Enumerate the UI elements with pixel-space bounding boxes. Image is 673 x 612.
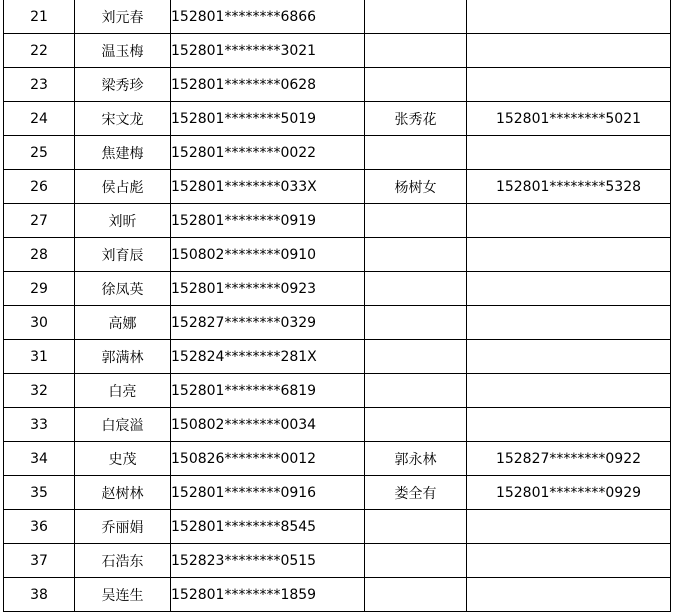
second-id-number-cell <box>467 68 671 102</box>
id-number-cell: 152801********0022 <box>171 136 365 170</box>
table-row <box>4 204 671 238</box>
id-number-cell: 152824********281X <box>171 340 365 374</box>
table-row <box>4 34 671 68</box>
second-name-cell <box>365 578 467 612</box>
table-row <box>4 272 671 306</box>
name-cell: 乔丽娟 <box>75 510 171 544</box>
second-name-cell <box>365 204 467 238</box>
table-row <box>4 340 671 374</box>
name-cell: 刘元春 <box>75 0 171 34</box>
second-name-cell <box>365 374 467 408</box>
table-row <box>4 102 671 136</box>
table-row <box>4 170 671 204</box>
second-id-number-cell <box>467 34 671 68</box>
table-row <box>4 578 671 612</box>
second-id-number-cell: 152801********0929 <box>467 476 671 510</box>
id-number-cell: 152801********1859 <box>171 578 365 612</box>
row-number-cell: 24 <box>4 102 75 136</box>
row-number-cell: 25 <box>4 136 75 170</box>
id-number-cell: 152823********0515 <box>171 544 365 578</box>
second-id-number-cell <box>467 408 671 442</box>
second-name-cell <box>365 0 467 34</box>
name-cell: 温玉梅 <box>75 34 171 68</box>
row-number-cell: 33 <box>4 408 75 442</box>
row-number-cell: 28 <box>4 238 75 272</box>
name-cell: 石浩东 <box>75 544 171 578</box>
name-cell: 侯占彪 <box>75 170 171 204</box>
name-cell: 高娜 <box>75 306 171 340</box>
second-id-number-cell <box>467 340 671 374</box>
second-id-number-cell <box>467 272 671 306</box>
row-number-cell: 29 <box>4 272 75 306</box>
name-cell: 郭满林 <box>75 340 171 374</box>
row-number-cell: 26 <box>4 170 75 204</box>
second-id-number-cell <box>467 0 671 34</box>
name-cell: 赵树林 <box>75 476 171 510</box>
second-id-number-cell <box>467 544 671 578</box>
second-name-cell <box>365 408 467 442</box>
table-row <box>4 136 671 170</box>
second-id-number-cell: 152801********5021 <box>467 102 671 136</box>
second-name-cell <box>365 136 467 170</box>
second-id-number-cell <box>467 374 671 408</box>
table-row <box>4 68 671 102</box>
id-number-cell: 150802********0910 <box>171 238 365 272</box>
row-number-cell: 21 <box>4 0 75 34</box>
row-number-cell: 27 <box>4 204 75 238</box>
row-number-cell: 22 <box>4 34 75 68</box>
second-name-cell <box>365 238 467 272</box>
id-number-cell: 152801********3021 <box>171 34 365 68</box>
second-name-cell <box>365 34 467 68</box>
name-cell: 焦建梅 <box>75 136 171 170</box>
id-number-cell: 152801********0916 <box>171 476 365 510</box>
second-name-cell: 郭永林 <box>365 442 467 476</box>
second-name-cell <box>365 340 467 374</box>
roster-table <box>3 0 671 612</box>
second-id-number-cell <box>467 510 671 544</box>
name-cell: 刘育辰 <box>75 238 171 272</box>
name-cell: 徐凤英 <box>75 272 171 306</box>
table-row <box>4 0 671 34</box>
name-cell: 梁秀珍 <box>75 68 171 102</box>
id-number-cell: 152801********5019 <box>171 102 365 136</box>
name-cell: 宋文龙 <box>75 102 171 136</box>
second-id-number-cell: 152827********0922 <box>467 442 671 476</box>
table-row <box>4 544 671 578</box>
row-number-cell: 32 <box>4 374 75 408</box>
second-name-cell: 张秀花 <box>365 102 467 136</box>
second-name-cell <box>365 544 467 578</box>
second-id-number-cell <box>467 204 671 238</box>
id-number-cell: 152801********8545 <box>171 510 365 544</box>
table-row <box>4 374 671 408</box>
row-number-cell: 36 <box>4 510 75 544</box>
row-number-cell: 35 <box>4 476 75 510</box>
table-row <box>4 476 671 510</box>
name-cell: 史茂 <box>75 442 171 476</box>
name-cell: 吴连生 <box>75 578 171 612</box>
id-number-cell: 152827********0329 <box>171 306 365 340</box>
id-number-cell: 152801********0628 <box>171 68 365 102</box>
table-row <box>4 306 671 340</box>
id-number-cell: 152801********0919 <box>171 204 365 238</box>
id-number-cell: 152801********6819 <box>171 374 365 408</box>
table-row <box>4 510 671 544</box>
second-name-cell <box>365 68 467 102</box>
table-row <box>4 442 671 476</box>
second-id-number-cell <box>467 136 671 170</box>
second-name-cell <box>365 306 467 340</box>
id-number-cell: 150802********0034 <box>171 408 365 442</box>
row-number-cell: 23 <box>4 68 75 102</box>
second-name-cell <box>365 272 467 306</box>
second-id-number-cell <box>467 238 671 272</box>
name-cell: 白亮 <box>75 374 171 408</box>
second-name-cell: 娄全有 <box>365 476 467 510</box>
row-number-cell: 31 <box>4 340 75 374</box>
second-id-number-cell: 152801********5328 <box>467 170 671 204</box>
id-number-cell: 150826********0012 <box>171 442 365 476</box>
id-number-cell: 152801********033X <box>171 170 365 204</box>
second-id-number-cell <box>467 578 671 612</box>
id-number-cell: 152801********6866 <box>171 0 365 34</box>
roster-table-body <box>4 0 671 612</box>
row-number-cell: 38 <box>4 578 75 612</box>
name-cell: 刘昕 <box>75 204 171 238</box>
second-name-cell: 杨树女 <box>365 170 467 204</box>
row-number-cell: 37 <box>4 544 75 578</box>
id-number-cell: 152801********0923 <box>171 272 365 306</box>
table-row <box>4 238 671 272</box>
second-id-number-cell <box>467 306 671 340</box>
name-cell: 白宸溢 <box>75 408 171 442</box>
row-number-cell: 34 <box>4 442 75 476</box>
table-row <box>4 408 671 442</box>
second-name-cell <box>365 510 467 544</box>
row-number-cell: 30 <box>4 306 75 340</box>
